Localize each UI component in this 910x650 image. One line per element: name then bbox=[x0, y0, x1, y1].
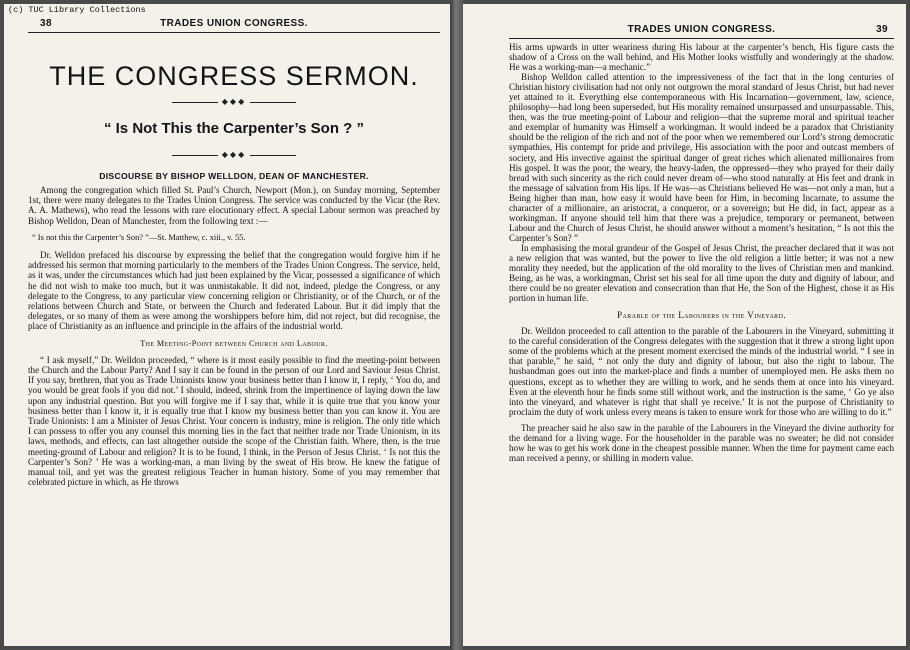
running-head-left bbox=[28, 16, 440, 33]
running-head-title-right: TRADES UNION CONGRESS. bbox=[627, 24, 776, 35]
right-paragraph-5: The preacher said he also saw in the parable of the Labourers in the Vineyard the divine authority for the demand for a living wage. For the householder in the parable was no sweater; he did not consider how he was to get his work done in the cheapest possible manner. When the time for payment came each man received a penny, or shilling in modern value. bbox=[509, 422, 894, 463]
sermon-title: THE CONGRESS SERMON. bbox=[49, 61, 419, 91]
left-page bbox=[4, 4, 450, 646]
running-head-right bbox=[509, 22, 894, 39]
ornament-divider-2: ◆◆◆ bbox=[28, 151, 440, 159]
section-subheading-left: The Meeting-Point between Church and Labour. bbox=[140, 338, 328, 348]
right-paragraph-1: His arms upwards in utter weariness during His labour at the carpenter’s bench, His figure casts the shadow of a Cross on the wall behind, and His Mother looks wistfully and wonderingly at the shadow. He was a working-man—a mechanic.” bbox=[509, 42, 894, 73]
running-head-title-left: TRADES UNION CONGRESS. bbox=[160, 18, 308, 29]
section-subheading-right: Parable of the Labourers in the Vineyard. bbox=[617, 310, 786, 321]
body-paragraph-2: “ I ask myself,” Dr. Welldon proceeded, “ where is it most easily possible to find the meeting-point between the Church and the Labour Party? And I say it can be found in the person of our Lord and Saviour Jesus Christ. If you say, brethren, that you as Trade Unionists know your business better than I know it, I reply, ‘ You do, and you would be great fools if you did not.’ I should, indeed, shrink from the impertinence of laying down the law upon any industrial question. But you will forgive me if I say that, while it is quite true that you know your business better than I know it, it is equally true that I know my business better than you can know it. You are Trade Unionists: I am a Minister of Jesus Christ. Your concern is industry, mine is religion. The only title which I can possess to offer you any counsel this morning lies in the fact that neither trade nor Trade Unionism, in its laws, methods, and effects, can last altogether outside the scope of the Christian faith. Where, then, is the true meeting-ground of Labour and religion? It is to be found, I think, in the Person of Jesus Christ. ‘ Is not this the Carpenter’s Son? ’ He was a working-man, a man living by the sweat of His brow. He knew the fatigue of manual toil, and yet was the greatest religious Teacher in human history. Some of you may remember that celebrated picture in which, as He throws bbox=[28, 354, 440, 488]
right-paragraph-4: Dr. Welldon proceeded to call attention to the parable of the Labourers in the Vineyard, submitting it to the careful consideration of the Congress delegates with the suggestion that it threw a strong light upon some of the problems which at the present moment exercised the minds of the industrial world. “ I see in that parable,” he said, “ not only the duty and dignity of labour, but also the right to labour. The husbandman goes out into the market-place and finds a number of unemployed men. He asks them no questions, except as to whether they are willing to work, and he sends them at once into his vineyard. Even at the eleventh hour he finds some still without work, and the instruction is the same, ‘ Go ye also into the vineyard, and whatever is right that shall ye receive.’ It is not the purpose of Christianity to proclaim the duty of work unless every means is taken to ensure work for those who are willing to do it.” bbox=[509, 326, 894, 417]
right-paragraph-2: Bishop Welldon called attention to the impressiveness of the fact that in the long centuries of Christian history civilisation had not only not outgrown the moral standard of Jesus Christ, but had never yet attained to it. Everything else contemporaneous with His Incarnation—government, law, science, philosophy—had long been superseded, but His morality remained unsurpassed and unsurpassable. This, then, was the true meeting-point of Labour and religion—that the supreme moral and spiritual teacher and exemplar of humanity was Himself a workingman. It would indeed be a paradox that Christianity should be the religion of the rich and not of the poor when we remembered our Lord’s strong democratic sympathies, His contempt for pride and privilege, His association with the poor and outcast members of society, and His invective against the spiritual danger of great riches which alienated millionaires from His gospel. It was the poor, the weary, the heavy-laden, the oppressed—they who prayed for their daily bread with such sincerity as the rich could never dream of—who stood naturally at His feet and drank in the message of salvation from His lips. If He was—as Christians believed He was—not only a man, but a Being higher than man, how easy it would have been for Him, in becoming Incarnate, to assume the character of a millionaire, an aristocrat, a conqueror, or a sovereign; but He did, in fact, appear as a workingman. If anyone should tell him that there was a prejudice, temporary or permanent, between Labour and the Church of Jesus Christ, he should answer without a moment’s hesitation, “ Is not this the Carpenter’s Son? ” bbox=[509, 72, 894, 243]
sermon-quote-title: “ Is Not This the Carpenter’s Son ? ” bbox=[103, 120, 365, 137]
page-number-right: 39 bbox=[876, 24, 888, 35]
intro-paragraph: Among the congregation which filled St. Paul’s Church, Newport (Mon.), on Sunday morning, September 1st, there were many delegates to the Trades Union Congress. The service was conducted by the Vicar (the Rev. A. A. Mathews), who read the lessons with rare elocutionary effect. A special Labour sermon was preached by Bishop Welldon, Dean of Manchester, from the following text :— bbox=[28, 185, 440, 226]
right-paragraph-3: In emphasising the moral grandeur of the Gospel of Jesus Christ, the preacher declared that it was not a new religion that was wanted, but the power to live the old religion a little better; it was not a new morality they needed, but the application of the old morality to the lives of Christian men and mankind. Being, as he was, a workingman, Christ set his seal for all time upon the duty and dignity of labour, and there could be no greater elevation and consecration than that He, the Son of the Highest, chose it as His portion in human life. bbox=[509, 242, 894, 304]
page-number-left: 38 bbox=[40, 18, 52, 29]
right-page bbox=[463, 4, 906, 646]
ornament-divider: ◆◆◆ bbox=[28, 98, 440, 106]
watermark: (c) TUC Library Collections bbox=[8, 5, 146, 15]
body-paragraph-1: Dr. Welldon prefaced his discourse by expressing the belief that the congregation would forgive him if he addressed his sermon that morning particularly to the members of the Trades Union Congress. The service, held, as it was, under the circumstances which had just been explained by the Vicar, possessed a significance of which he did not wish to make too much, but it was unmistakable. It did not, indeed, pledge the Congress, or any delegate to the Congress, to any particular view concerning religion or Christianity, or of the Church, or of the relations between Church and State, or between the Church and federated Labour. But it did imply that the delegates, or so many of them as were among the worshippers before him, did not reject, but did recognise, the place of Christianity as an influence and principle in the affairs of the industrial world. bbox=[28, 250, 440, 332]
book-gutter bbox=[450, 0, 463, 650]
discourse-heading: DISCOURSE BY BISHOP WELLDON, DEAN OF MANCHESTER. bbox=[99, 171, 369, 181]
scripture-reference: “ Is not this the Carpenter’s Son? ”—St. Matthew, c. xiii., v. 55. bbox=[32, 232, 246, 242]
